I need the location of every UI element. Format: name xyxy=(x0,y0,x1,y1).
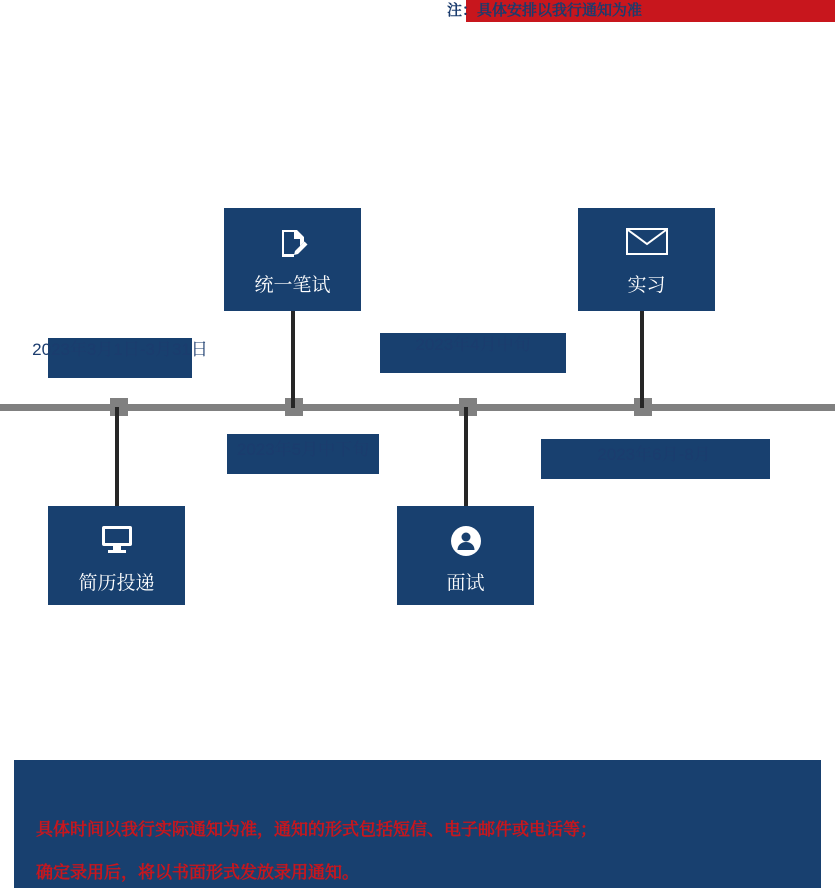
milestone-card-resume-submission[interactable] xyxy=(48,506,185,605)
timeline-node-1 xyxy=(110,398,128,416)
connector-interview xyxy=(464,407,468,507)
date-label-internship: 2023年6月-8月 xyxy=(597,445,711,464)
footer-note-line-2: 确定录用后，将以书面形式发放录用通知。 xyxy=(36,863,359,882)
milestone-label-interview: 面试 xyxy=(446,573,485,594)
connector-written-exam xyxy=(291,300,295,408)
person-group-icon xyxy=(397,506,534,568)
connector-resume xyxy=(115,407,119,507)
date-label-resume: 2023年3月1日-3月31日 xyxy=(32,340,208,359)
footer-note-line-1: 具体时间以我行实际通知为准，通知的形式包括短信、电子邮件或电话等； xyxy=(36,820,597,839)
milestone-card-written-exam[interactable] xyxy=(224,208,361,311)
top-banner-text: 注：具体安排以我行通知为准 xyxy=(447,2,643,19)
milestone-label-internship: 实习 xyxy=(627,275,666,296)
date-label-interview: 2023年5月中下旬 xyxy=(236,440,370,459)
timeline-node-3 xyxy=(459,398,477,416)
milestone-label-resume-submission: 简历投递 xyxy=(78,573,155,594)
milestone-label-written-exam: 统一笔试 xyxy=(254,275,331,296)
milestone-card-interview[interactable] xyxy=(397,506,534,605)
envelope-icon xyxy=(578,208,715,270)
connector-internship xyxy=(640,300,644,408)
monitor-icon xyxy=(48,506,185,568)
milestone-card-internship[interactable] xyxy=(578,208,715,311)
date-label-written-exam: 2023年4月中旬 xyxy=(415,335,531,354)
pen-document-icon xyxy=(224,208,361,270)
